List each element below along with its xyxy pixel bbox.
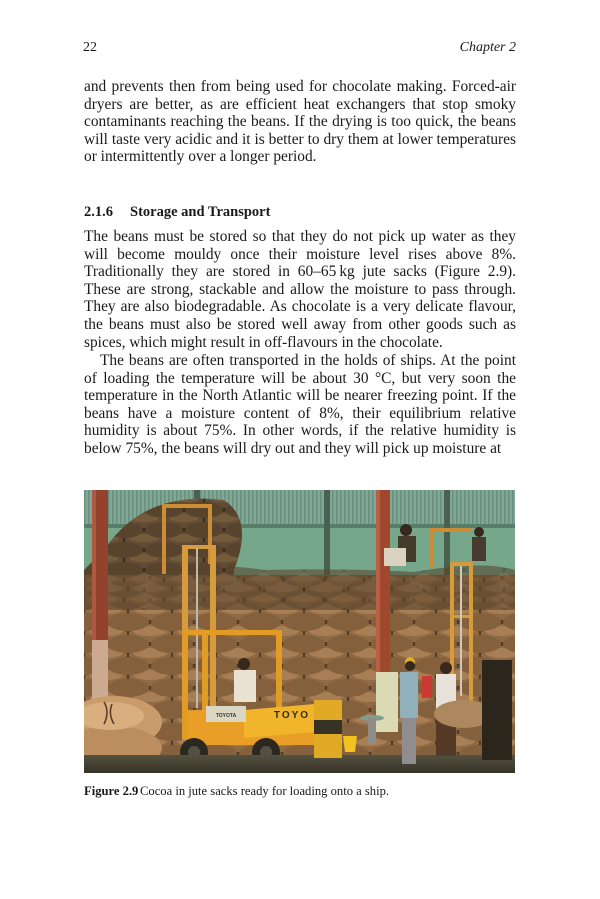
figure-label: Figure 2.9 [84, 784, 139, 798]
forklift-brand-small: TOYOTA [215, 713, 237, 719]
forklift-brand-large: TOYO [273, 710, 311, 721]
warehouse-photo [84, 490, 515, 773]
figure-photo [84, 490, 515, 773]
chapter-label: Chapter 2 [459, 40, 516, 55]
body-paragraph-intro: and prevents then from being used for chocolate making. Forced-air dryers are better, as are efficient heat exchangers that stop smoky contaminants reaching the beans. If the drying is too quick, the beans will taste very acidic and it is better to dry them at lower temperatures or intermittently over a longer period. [84, 78, 516, 166]
section-heading [84, 204, 270, 221]
figure-caption [84, 784, 389, 799]
section-number: 2.1.6 [84, 204, 113, 220]
body-paragraph-transport: The beans are often transported in the holds of ships. At the point of loading the temperature will be about 30 °C, but very soon the temperature in the North Atlantic will be nearer freezing point. If the beans have a moisture content of 8%, their equilibrium relative humidity is about 75%. In other words, if the relative humidity is below 75%, the beans will dry out and they will pick up moisture at [84, 352, 516, 457]
running-head [84, 40, 516, 58]
section-title: Storage and Transport [130, 204, 271, 220]
page-number: 22 [83, 40, 97, 55]
figure-caption-text: Cocoa in jute sacks ready for loading onto a ship. [140, 784, 390, 798]
body-paragraph-storage: The beans must be stored so that they do not pick up water as they will become mouldy once their moisture level rises above 8%. Traditionally they are stored in 60–65 kg jute sacks (Figure 2.9). These are strong, stackable and allow the moisture to pass through. They are also biodegradable. As chocolate is a very delicate flavour, the beans must also be stored well away from other goods such as spices, which might result in off-flavours in the chocolate. [84, 228, 516, 351]
